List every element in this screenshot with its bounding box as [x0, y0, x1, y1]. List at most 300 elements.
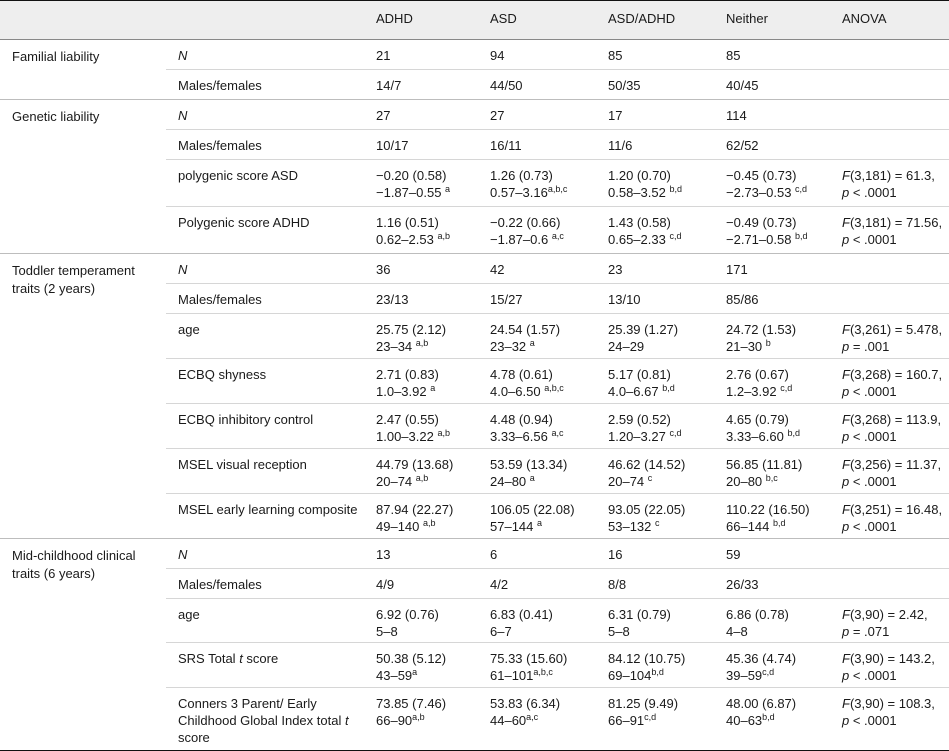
- cell-range: [608, 231, 681, 248]
- cell-neither: [726, 546, 740, 563]
- anova-f: [842, 501, 942, 518]
- anova-p: [842, 383, 942, 400]
- cell-neither: [726, 321, 796, 355]
- significance-marker: b,d: [787, 428, 800, 438]
- label-t: t: [344, 713, 349, 728]
- stat-value: < .0001: [849, 713, 897, 728]
- anova-f: [842, 695, 935, 712]
- header-anova: ANOVA: [842, 11, 887, 26]
- stat-value: < .0001: [849, 474, 897, 489]
- cell-mean-sd: −0.22 (0.66): [490, 215, 561, 230]
- stat-value: < .0001: [849, 668, 897, 683]
- cell-mean-sd: 171: [726, 262, 748, 277]
- cell-adhd: [376, 576, 394, 593]
- row-label: N: [178, 108, 188, 123]
- cell-mean-sd: 44/50: [490, 78, 523, 93]
- anova-p: [842, 184, 935, 201]
- cell-range: [490, 383, 564, 400]
- stat-symbol: p: [842, 668, 850, 683]
- cell-mean-sd: 46.62 (14.52): [608, 457, 686, 472]
- cell-mean-sd: 4.65 (0.79): [726, 412, 789, 427]
- anova-f: [842, 411, 941, 428]
- stat-value: < .0001: [849, 519, 897, 534]
- table-row: [166, 40, 949, 70]
- table-row: [166, 160, 949, 207]
- stat-value: (3,251) = 16.48,: [849, 502, 943, 517]
- range-text: 23–34: [376, 339, 416, 354]
- cell-anova: [842, 321, 942, 355]
- cell-asd: [490, 77, 523, 94]
- row-label: ECBQ shyness: [178, 367, 267, 382]
- stat-symbol: p: [842, 185, 850, 200]
- stat-value: = .001: [849, 339, 890, 354]
- range-text: 1.2–3.92: [726, 384, 781, 399]
- cell-adhd: [376, 167, 450, 201]
- row-label: Males/females: [178, 292, 262, 307]
- cell-range: [608, 338, 678, 355]
- stat-symbol: p: [842, 519, 850, 534]
- stat-value: (3,181) = 71.56,: [849, 215, 943, 230]
- cell-asd: [490, 695, 560, 729]
- stat-value: (3,261) = 5.478,: [849, 322, 943, 337]
- cell-range: [608, 667, 685, 684]
- stat-symbol: F: [842, 651, 850, 666]
- group-label: Familial liability: [12, 49, 100, 64]
- cell-mean-sd: 85/86: [726, 292, 759, 307]
- cell-asd: [490, 606, 553, 640]
- anova-p: [842, 518, 942, 535]
- table-section: [0, 100, 949, 254]
- row-label: N: [178, 48, 188, 63]
- stat-symbol: p: [842, 384, 850, 399]
- cell-adhd: [376, 321, 446, 355]
- cell-adhd: [376, 77, 401, 94]
- cell-asd: [490, 411, 563, 445]
- cell-neither: [726, 167, 807, 201]
- cell-neither: [726, 137, 759, 154]
- cell-mean-sd: 24.54 (1.57): [490, 322, 561, 337]
- table-row: [166, 314, 949, 359]
- table-row: [166, 207, 949, 253]
- cell-mean-sd: 106.05 (22.08): [490, 502, 575, 517]
- cell-mean-sd: 4.78 (0.61): [490, 367, 553, 382]
- cell-range: [726, 473, 802, 490]
- cell-asd: [490, 137, 522, 154]
- significance-marker: b,d: [795, 231, 808, 241]
- cell-adhd: [376, 214, 450, 248]
- cell-neither: [726, 576, 759, 593]
- anova-p: [842, 338, 942, 355]
- range-text: 0.62–2.53: [376, 232, 438, 247]
- stat-value: (3,268) = 113.9,: [849, 412, 942, 427]
- row-label: Polygenic score ADHD: [178, 215, 310, 230]
- row-label: polygenic score ASD: [178, 168, 298, 183]
- range-text: 20–80: [726, 474, 766, 489]
- stat-value: (3,90) = 108.3,: [849, 696, 935, 711]
- cell-range: [490, 712, 560, 729]
- cell-range: [608, 473, 685, 490]
- range-text: 1.0–3.92: [376, 384, 431, 399]
- table-row: [166, 284, 949, 314]
- range-text: 57–144: [490, 519, 537, 534]
- range-text: 1.00–3.22: [376, 429, 438, 444]
- cell-mean-sd: 2.76 (0.67): [726, 367, 789, 382]
- cell-range: [726, 712, 796, 729]
- cell-mean-sd: 6: [490, 547, 498, 562]
- significance-marker: b,d: [651, 667, 664, 677]
- range-text: 66–91: [608, 713, 645, 728]
- cell-asd-adhd: [608, 411, 681, 445]
- stat-value: = .071: [849, 624, 890, 639]
- cell-adhd: [376, 137, 409, 154]
- significance-marker: b,d: [762, 712, 775, 722]
- cell-adhd: [376, 291, 409, 308]
- cell-mean-sd: 59: [726, 547, 741, 562]
- table-body: [0, 40, 949, 751]
- cell-range: [376, 623, 439, 640]
- cell-mean-sd: 6.83 (0.41): [490, 607, 553, 622]
- cell-range: [726, 231, 808, 248]
- cell-adhd: [376, 261, 390, 278]
- range-text: 0.65–2.33: [608, 232, 670, 247]
- cell-mean-sd: 13: [376, 547, 391, 562]
- cell-mean-sd: 25.75 (2.12): [376, 322, 447, 337]
- cell-range: [490, 623, 553, 640]
- cell-range: [608, 623, 671, 640]
- range-text: 61–101: [490, 668, 534, 683]
- stat-value: < .0001: [849, 185, 897, 200]
- cell-mean-sd: 85: [608, 48, 623, 63]
- row-label: MSEL early learning composite: [178, 502, 358, 517]
- cell-range: [376, 428, 450, 445]
- cell-asd-adhd: [608, 291, 641, 308]
- cell-range: [376, 712, 446, 729]
- cell-mean-sd: 6.31 (0.79): [608, 607, 671, 622]
- cell-mean-sd: −0.20 (0.58): [376, 168, 447, 183]
- significance-marker: a,b: [412, 712, 425, 722]
- cell-range: [726, 184, 807, 201]
- cell-adhd: [376, 606, 439, 640]
- row-label: ECBQ inhibitory control: [178, 412, 314, 427]
- cell-range: [490, 428, 563, 445]
- cell-mean-sd: 10/17: [376, 138, 409, 153]
- cell-mean-sd: 42: [490, 262, 505, 277]
- cell-asd-adhd: [608, 107, 622, 124]
- stat-symbol: F: [842, 457, 850, 472]
- cell-mean-sd: 85: [726, 48, 741, 63]
- stat-symbol: F: [842, 696, 850, 711]
- row-label: MSEL visual reception: [178, 457, 307, 472]
- cell-adhd: [376, 650, 446, 684]
- cell-range: [376, 338, 446, 355]
- stat-symbol: F: [842, 502, 850, 517]
- stat-symbol: p: [842, 232, 850, 247]
- anova-f: [842, 321, 942, 338]
- cell-range: [726, 667, 796, 684]
- range-text: 5–8: [608, 624, 630, 639]
- stat-symbol: F: [842, 607, 850, 622]
- stat-symbol: F: [842, 322, 850, 337]
- cell-mean-sd: 53.83 (6.34): [490, 696, 561, 711]
- cell-asd-adhd: [608, 137, 632, 154]
- anova-f: [842, 456, 941, 473]
- range-text: 49–140: [376, 519, 423, 534]
- table-section: [0, 254, 949, 539]
- cell-adhd: [376, 107, 390, 124]
- significance-marker: a,b: [437, 231, 450, 241]
- cell-mean-sd: 44.79 (13.68): [376, 457, 454, 472]
- cell-asd-adhd: [608, 47, 622, 64]
- cell-mean-sd: 81.25 (9.49): [608, 696, 679, 711]
- cell-neither: [726, 261, 748, 278]
- stat-symbol: F: [842, 367, 850, 382]
- significance-marker: b,c: [765, 473, 778, 483]
- cell-anova: [842, 650, 935, 684]
- cell-anova: [842, 411, 941, 445]
- range-text: 53–132: [608, 519, 655, 534]
- significance-marker: c,d: [669, 428, 682, 438]
- cell-adhd: [376, 456, 453, 490]
- cell-neither: [726, 291, 759, 308]
- cell-mean-sd: 2.59 (0.52): [608, 412, 671, 427]
- significance-marker: a,c: [526, 712, 539, 722]
- cell-mean-sd: 23/13: [376, 292, 409, 307]
- table-row: [166, 404, 949, 449]
- group-label: Mid-childhood clinical traits (6 years): [12, 548, 136, 581]
- anova-p: [842, 667, 935, 684]
- cell-asd-adhd: [608, 167, 682, 201]
- anova-f: [842, 606, 928, 623]
- range-text: 69–104: [608, 668, 652, 683]
- table-row: [166, 359, 949, 404]
- cell-neither: [726, 47, 740, 64]
- cell-mean-sd: 25.39 (1.27): [608, 322, 679, 337]
- cell-mean-sd: 6.86 (0.78): [726, 607, 789, 622]
- range-text: 4.0–6.67: [608, 384, 663, 399]
- cell-range: [376, 184, 450, 201]
- cell-asd: [490, 107, 504, 124]
- anova-p: [842, 428, 941, 445]
- cell-range: [376, 518, 453, 535]
- range-text: 3.33–6.60: [726, 429, 788, 444]
- table-row: [166, 539, 949, 569]
- range-text: 4–8: [726, 624, 748, 639]
- cell-mean-sd: 5.17 (0.81): [608, 367, 671, 382]
- range-text: 44–60: [490, 713, 527, 728]
- anova-f: [842, 366, 942, 383]
- cell-asd: [490, 576, 508, 593]
- cell-range: [376, 473, 453, 490]
- significance-marker: a,b: [423, 518, 436, 528]
- cell-asd: [490, 261, 504, 278]
- cell-neither: [726, 456, 802, 490]
- label-text: Conners 3 Parent/ Early Childhood Global Index total: [178, 696, 345, 728]
- cell-anova: [842, 366, 942, 400]
- range-text: 40–63: [726, 713, 763, 728]
- cell-mean-sd: 15/27: [490, 292, 523, 307]
- cell-mean-sd: 1.16 (0.51): [376, 215, 439, 230]
- cell-range: [726, 428, 800, 445]
- cell-asd: [490, 546, 497, 563]
- cell-mean-sd: 1.43 (0.58): [608, 215, 671, 230]
- row-label: [178, 650, 358, 667]
- cell-mean-sd: 36: [376, 262, 391, 277]
- cell-range: [726, 623, 789, 640]
- cell-mean-sd: 11/6: [608, 138, 633, 153]
- table-row: [166, 688, 949, 750]
- stat-value: < .0001: [849, 429, 897, 444]
- cell-asd-adhd: [608, 77, 641, 94]
- cell-neither: [726, 695, 796, 729]
- range-text: 6–7: [490, 624, 512, 639]
- significance-marker: b,d: [662, 383, 675, 393]
- cell-mean-sd: 4/2: [490, 577, 509, 592]
- table-section: [0, 539, 949, 751]
- row-label: [178, 695, 358, 746]
- significance-marker: b,d: [773, 518, 786, 528]
- significance-marker: a,b,c: [533, 667, 553, 677]
- cell-mean-sd: 17: [608, 108, 623, 123]
- range-text: −1.87–0.55: [376, 185, 446, 200]
- anova-p: [842, 623, 928, 640]
- group-label: Toddler temperament traits (2 years): [12, 263, 135, 296]
- anova-f: [842, 214, 942, 231]
- cell-range: [490, 667, 567, 684]
- range-text: 20–74: [376, 474, 416, 489]
- cell-adhd: [376, 546, 390, 563]
- cell-asd-adhd: [608, 456, 685, 490]
- cell-range: [726, 518, 810, 535]
- cell-mean-sd: 48.00 (6.87): [726, 696, 797, 711]
- range-text: 0.58–3.52: [608, 185, 670, 200]
- cell-range: [490, 231, 564, 248]
- cell-asd: [490, 321, 560, 355]
- cell-mean-sd: 40/45: [726, 78, 759, 93]
- cell-mean-sd: 1.26 (0.73): [490, 168, 553, 183]
- cell-asd-adhd: [608, 695, 678, 729]
- cell-mean-sd: 1.20 (0.70): [608, 168, 671, 183]
- significance-marker: a: [537, 518, 543, 528]
- anova-p: [842, 712, 935, 729]
- anova-f: [842, 650, 935, 667]
- cell-neither: [726, 107, 747, 124]
- cell-range: [608, 518, 685, 535]
- cell-anova: [842, 167, 935, 201]
- label-text: SRS Total: [178, 651, 240, 666]
- cell-mean-sd: 2.71 (0.83): [376, 367, 439, 382]
- stat-value: (3,268) = 160.7,: [849, 367, 943, 382]
- cell-neither: [726, 606, 789, 640]
- cell-mean-sd: 16: [608, 547, 623, 562]
- cell-mean-sd: 27: [490, 108, 505, 123]
- cell-asd-adhd: [608, 546, 622, 563]
- stat-value: (3,256) = 11.37,: [849, 457, 942, 472]
- cell-asd: [490, 501, 575, 535]
- significance-marker: a,c: [551, 428, 564, 438]
- cell-asd: [490, 650, 567, 684]
- cell-mean-sd: 14/7: [376, 78, 402, 93]
- table-header: [0, 0, 949, 40]
- cell-asd-adhd: [608, 366, 675, 400]
- cell-range: [726, 383, 792, 400]
- significance-marker: a,b: [415, 338, 429, 348]
- cell-mean-sd: 24.72 (1.53): [726, 322, 797, 337]
- label-text: score: [178, 730, 210, 745]
- cell-mean-sd: 13/10: [608, 292, 641, 307]
- range-text: 20–74: [608, 474, 648, 489]
- cell-range: [608, 428, 681, 445]
- cell-mean-sd: 110.22 (16.50): [726, 502, 810, 517]
- stat-symbol: F: [842, 215, 850, 230]
- range-text: 24–29: [608, 339, 645, 354]
- cell-mean-sd: 50.38 (5.12): [376, 651, 447, 666]
- group-label: Genetic liability: [12, 109, 100, 124]
- range-text: −2.71–0.58: [726, 232, 796, 247]
- cell-mean-sd: 84.12 (10.75): [608, 651, 686, 666]
- cell-range: [726, 338, 796, 355]
- cell-asd-adhd: [608, 501, 685, 535]
- header-neither: Neither: [726, 11, 768, 26]
- cell-neither: [726, 411, 800, 445]
- table-row: [166, 449, 949, 494]
- cell-mean-sd: 50/35: [608, 78, 641, 93]
- significance-marker: c,d: [762, 667, 775, 677]
- cell-mean-sd: 23: [608, 262, 623, 277]
- anova-f: [842, 167, 935, 184]
- cell-mean-sd: 75.33 (15.60): [490, 651, 568, 666]
- cell-asd-adhd: [608, 261, 622, 278]
- cell-neither: [726, 501, 810, 535]
- significance-marker: c,d: [780, 383, 793, 393]
- stat-symbol: p: [842, 474, 850, 489]
- significance-marker: a: [412, 667, 418, 677]
- cell-asd-adhd: [608, 576, 626, 593]
- cell-asd: [490, 366, 564, 400]
- cell-mean-sd: −0.45 (0.73): [726, 168, 797, 183]
- stat-value: < .0001: [849, 232, 897, 247]
- table-row: [166, 569, 949, 599]
- range-text: 43–59: [376, 668, 413, 683]
- row-label: age: [178, 322, 200, 337]
- range-text: 0.57–3.16: [490, 185, 548, 200]
- cell-range: [490, 473, 567, 490]
- stat-symbol: p: [842, 339, 850, 354]
- header-asd-adhd: ASD/ADHD: [608, 11, 676, 26]
- anova-p: [842, 473, 941, 490]
- cell-mean-sd: 93.05 (22.05): [608, 502, 686, 517]
- cell-neither: [726, 77, 759, 94]
- significance-marker: b,d: [669, 184, 682, 194]
- row-label: N: [178, 262, 188, 277]
- cell-anova: [842, 695, 935, 729]
- cell-range: [608, 383, 675, 400]
- cell-range: [376, 383, 439, 400]
- stat-value: (3,90) = 2.42,: [849, 607, 928, 622]
- significance-marker: c: [647, 473, 653, 483]
- cell-anova: [842, 501, 942, 535]
- cell-mean-sd: 94: [490, 48, 505, 63]
- cell-anova: [842, 456, 941, 490]
- cell-anova: [842, 606, 928, 640]
- range-text: 39–59: [726, 668, 763, 683]
- significance-marker: a,b,c: [547, 184, 568, 194]
- stat-symbol: p: [842, 624, 850, 639]
- row-label: Males/females: [178, 78, 262, 93]
- range-text: 66–90: [376, 713, 413, 728]
- stat-symbol: p: [842, 429, 850, 444]
- range-text: 23–32: [490, 339, 530, 354]
- cell-mean-sd: 53.59 (13.34): [490, 457, 568, 472]
